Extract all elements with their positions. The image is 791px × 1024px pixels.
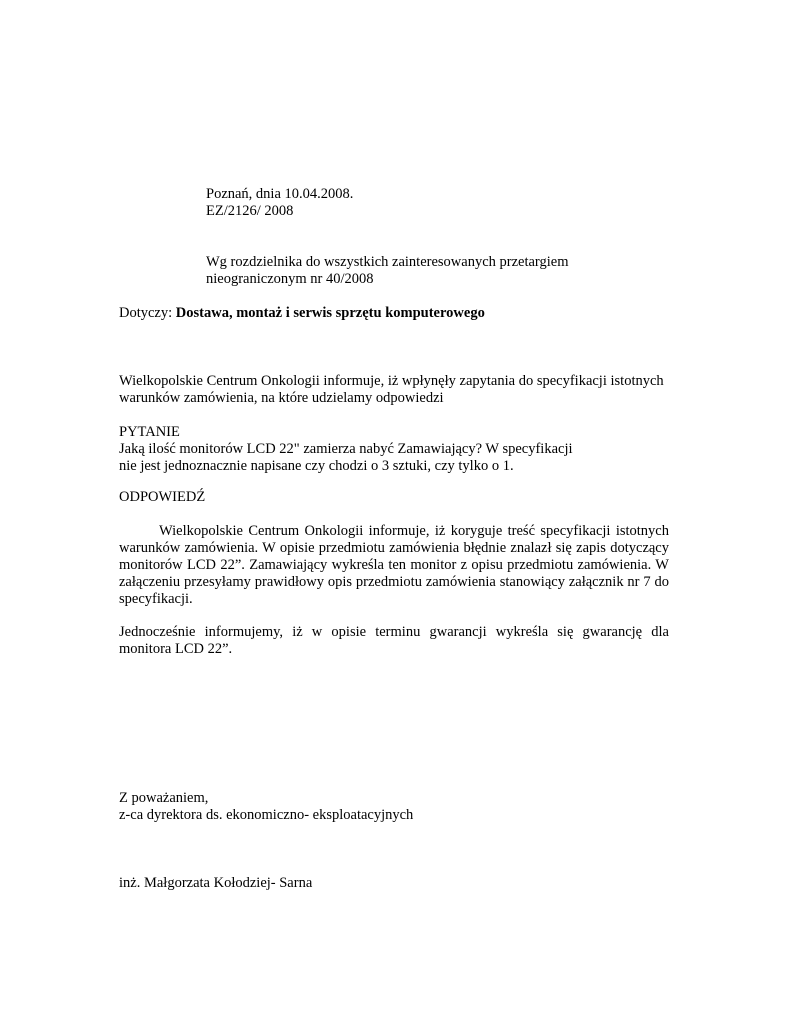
place-date: Poznań, dnia 10.04.2008. xyxy=(206,186,354,202)
subject-text: Dostawa, montaż i serwis sprzętu komputerowego xyxy=(175,305,485,321)
addressee xyxy=(206,254,569,288)
addressee-line-2: nieograniczonym nr 40/2008 xyxy=(206,271,374,287)
question-line-2: nie jest jednoznacznie napisane czy chodzi o 3 sztuki, czy tylko o 1. xyxy=(119,458,514,474)
answer-para2-line: monitora LCD 22”. xyxy=(119,641,233,657)
subject-line xyxy=(119,305,485,322)
intro-line-2: warunków zamówienia, na które udzielamy odpowiedzi xyxy=(119,390,444,406)
signature xyxy=(119,875,312,892)
addressee-line-1: Wg rozdzielnika do wszystkich zainteresowanych przetargiem xyxy=(206,254,569,270)
question-section xyxy=(119,424,573,475)
answer-para1-line: monitorów LCD 22”. Zamawiający wykreśla ten monitor z opisu przedmiotu zamówienia. W xyxy=(119,557,669,573)
intro-line-1: Wielkopolskie Centrum Onkologii informuje, iż wpłynęły zapytania do specyfikacji istotnych xyxy=(119,373,664,389)
answer-paragraph-1 xyxy=(119,523,669,608)
letter-header xyxy=(206,186,353,220)
reference-number: EZ/2126/ 2008 xyxy=(206,203,294,219)
question-heading: PYTANIE xyxy=(119,424,180,440)
closing-greeting: Z poważaniem, xyxy=(119,790,209,806)
question-line-1: Jaką ilość monitorów LCD 22" zamierza nabyć Zamawiający? W specyfikacji xyxy=(119,441,573,457)
answer-para1-line: Wielkopolskie Centrum Onkologii informuje, iż koryguje treść specyfikacji istotnych xyxy=(159,523,669,539)
answer-heading: ODPOWIEDŹ xyxy=(119,489,206,505)
closing xyxy=(119,790,413,824)
answer-para2-line: Jednocześnie informujemy, iż w opisie terminu gwarancji wykreśla się gwarancję dla xyxy=(119,624,669,640)
subject-label: Dotyczy: xyxy=(119,305,176,321)
closing-position: z-ca dyrektora ds. ekonomiczno- eksploatacyjnych xyxy=(119,807,414,823)
answer-heading-block xyxy=(119,489,205,506)
signature-name: inż. Małgorzata Kołodziej- Sarna xyxy=(119,875,313,891)
answer-para1-line: załączeniu przesyłamy prawidłowy opis przedmiotu zamówienia stanowiący załącznik nr 7 do xyxy=(119,574,669,590)
answer-para1-line: specyfikacji. xyxy=(119,591,193,607)
answer-para1-line: warunków zamówienia. W opisie przedmiotu zamówienia błędnie znalazł się zapis dotyczący xyxy=(119,540,669,556)
answer-paragraph-2 xyxy=(119,624,669,658)
intro-paragraph xyxy=(119,373,664,407)
